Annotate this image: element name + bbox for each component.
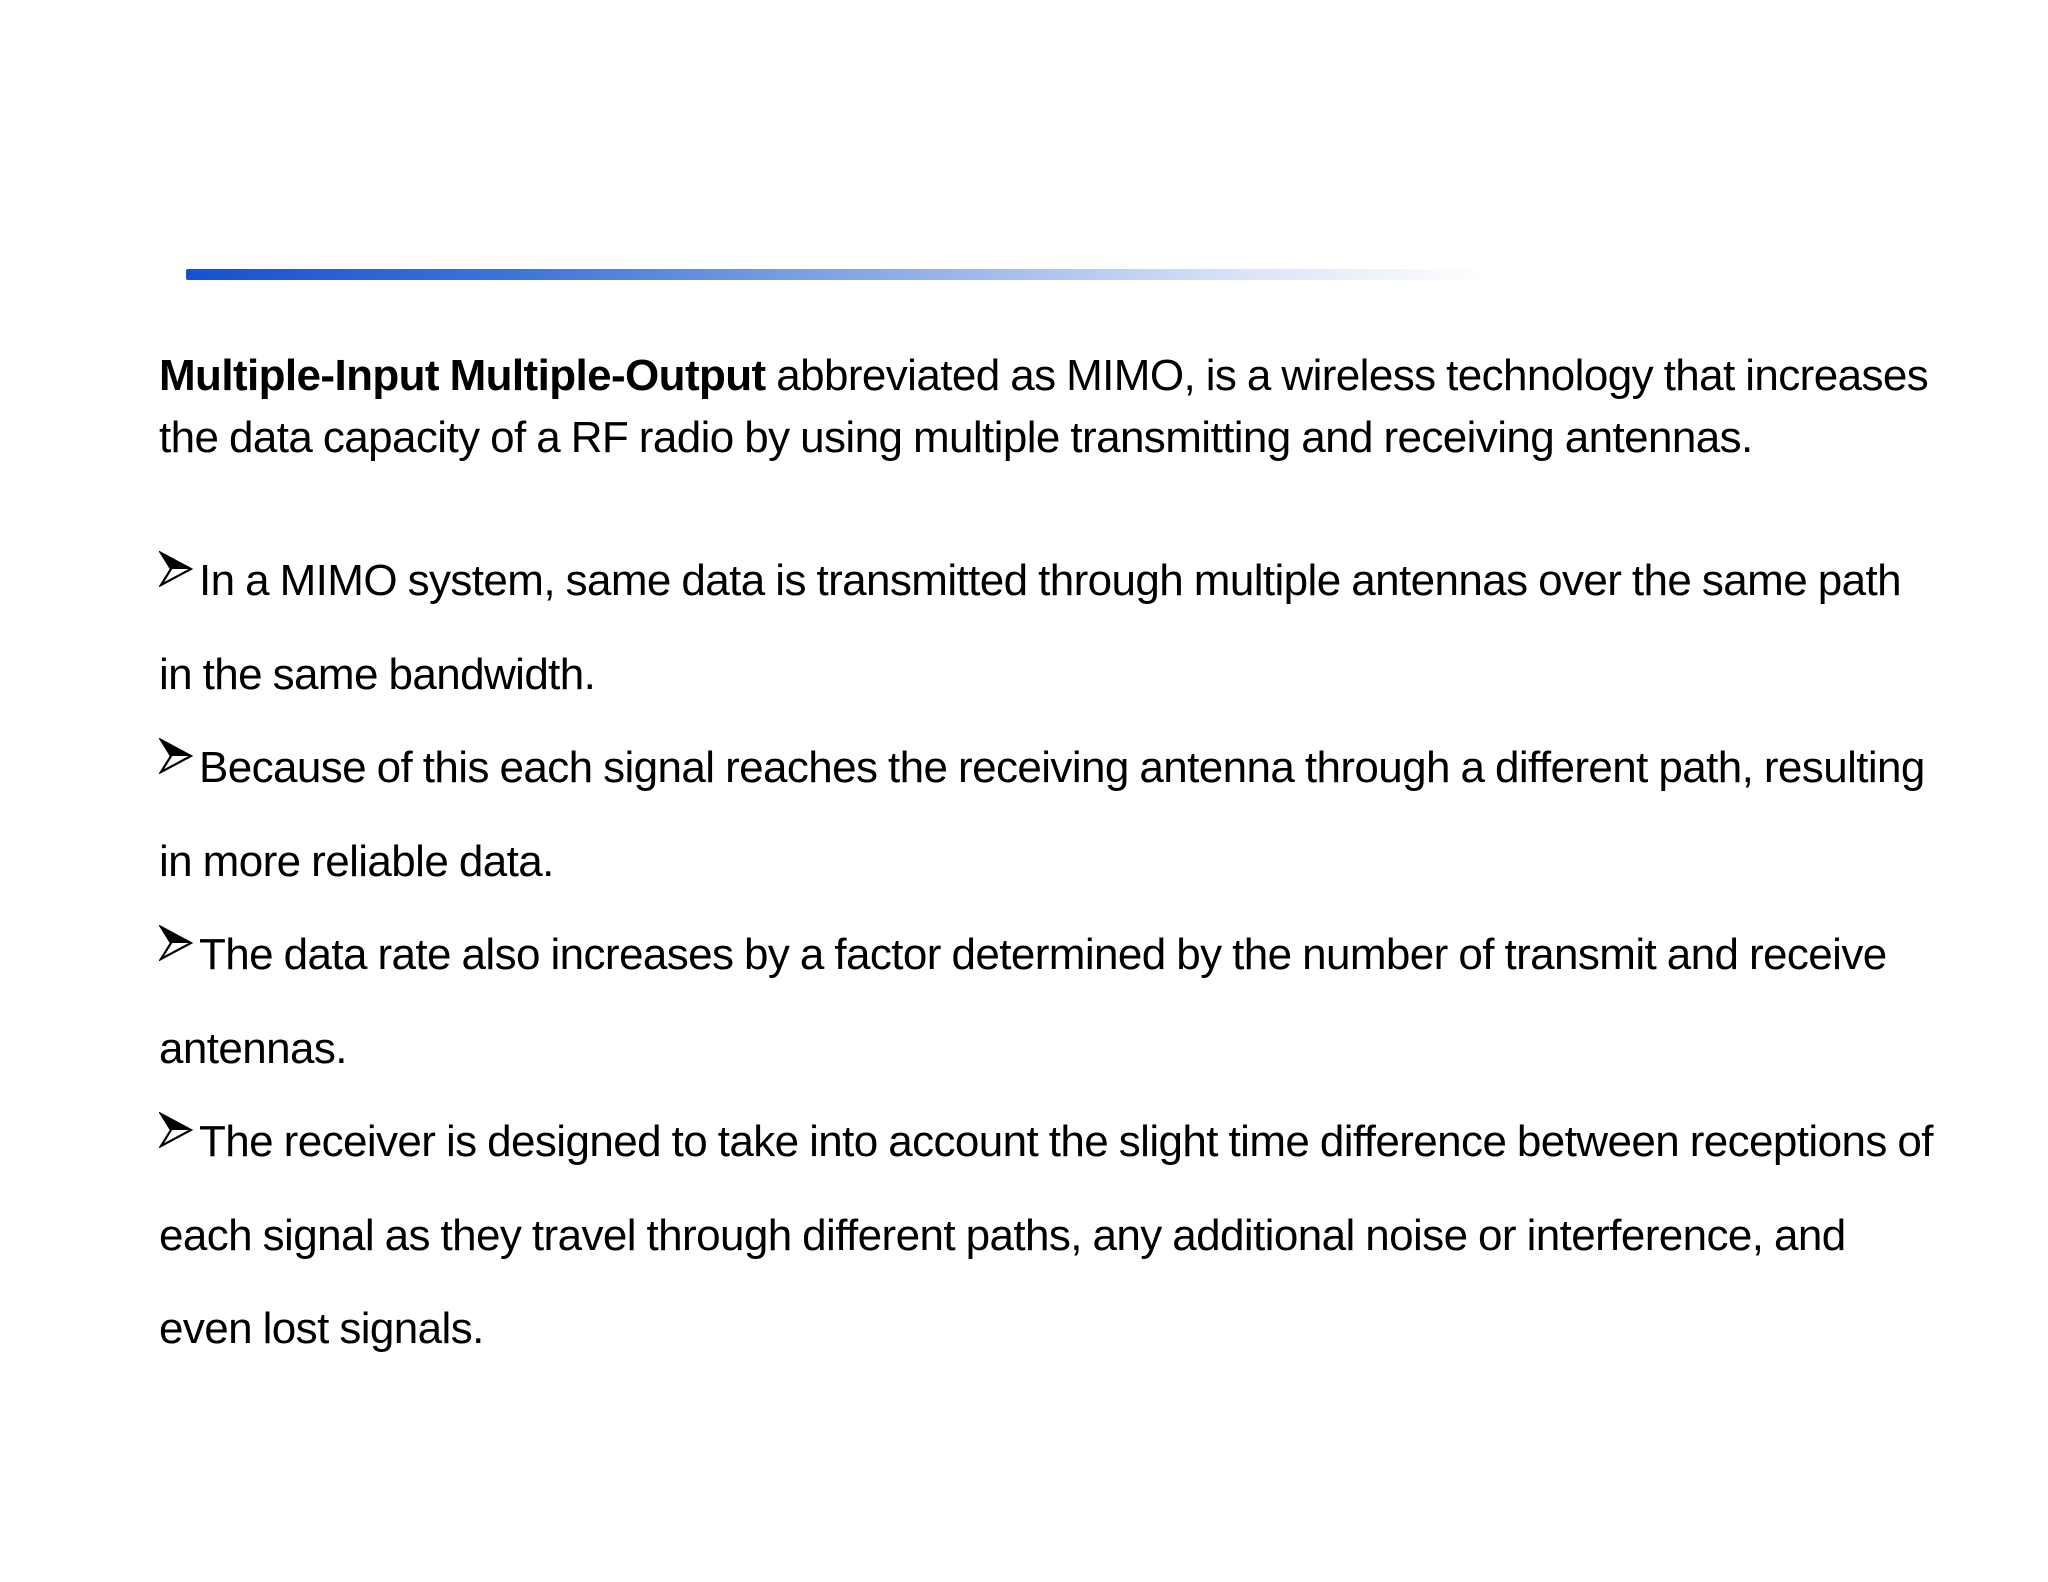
bullet-text: In a MIMO system, same data is transmitted through multiple antennas over the same path in the same bandwidth. [159, 556, 1901, 699]
bullet-item [159, 908, 1939, 1095]
arrowhead-bullet-icon [159, 925, 199, 965]
bullet-text: The receiver is designed to take into account the slight time difference between receptions of each signal as they travel through different paths, any additional noise or interference, and even lost signals. [159, 1117, 1933, 1353]
bullet-item [159, 534, 1939, 721]
title-divider [186, 269, 1486, 280]
bullet-item [159, 1095, 1939, 1376]
bullet-item [159, 721, 1939, 908]
bullet-text: The data rate also increases by a factor determined by the number of transmit and receive antennas. [159, 930, 1887, 1073]
slide-body [159, 345, 1939, 1376]
intro-text: abbreviated as MIMO, is a wireless technology that increases the data capacity of a RF radio by using multiple transmitting and receiving antennas. [159, 351, 1929, 462]
arrowhead-bullet-icon [159, 551, 199, 591]
intro-paragraph [159, 345, 1939, 469]
arrowhead-bullet-icon [159, 1112, 199, 1152]
bullet-text: Because of this each signal reaches the receiving antenna through a different path, resulting in more reliable data. [159, 743, 1925, 886]
intro-term: Multiple-Input Multiple-Output [159, 351, 766, 400]
bullet-list [159, 534, 1939, 1376]
arrowhead-bullet-icon [159, 738, 199, 778]
